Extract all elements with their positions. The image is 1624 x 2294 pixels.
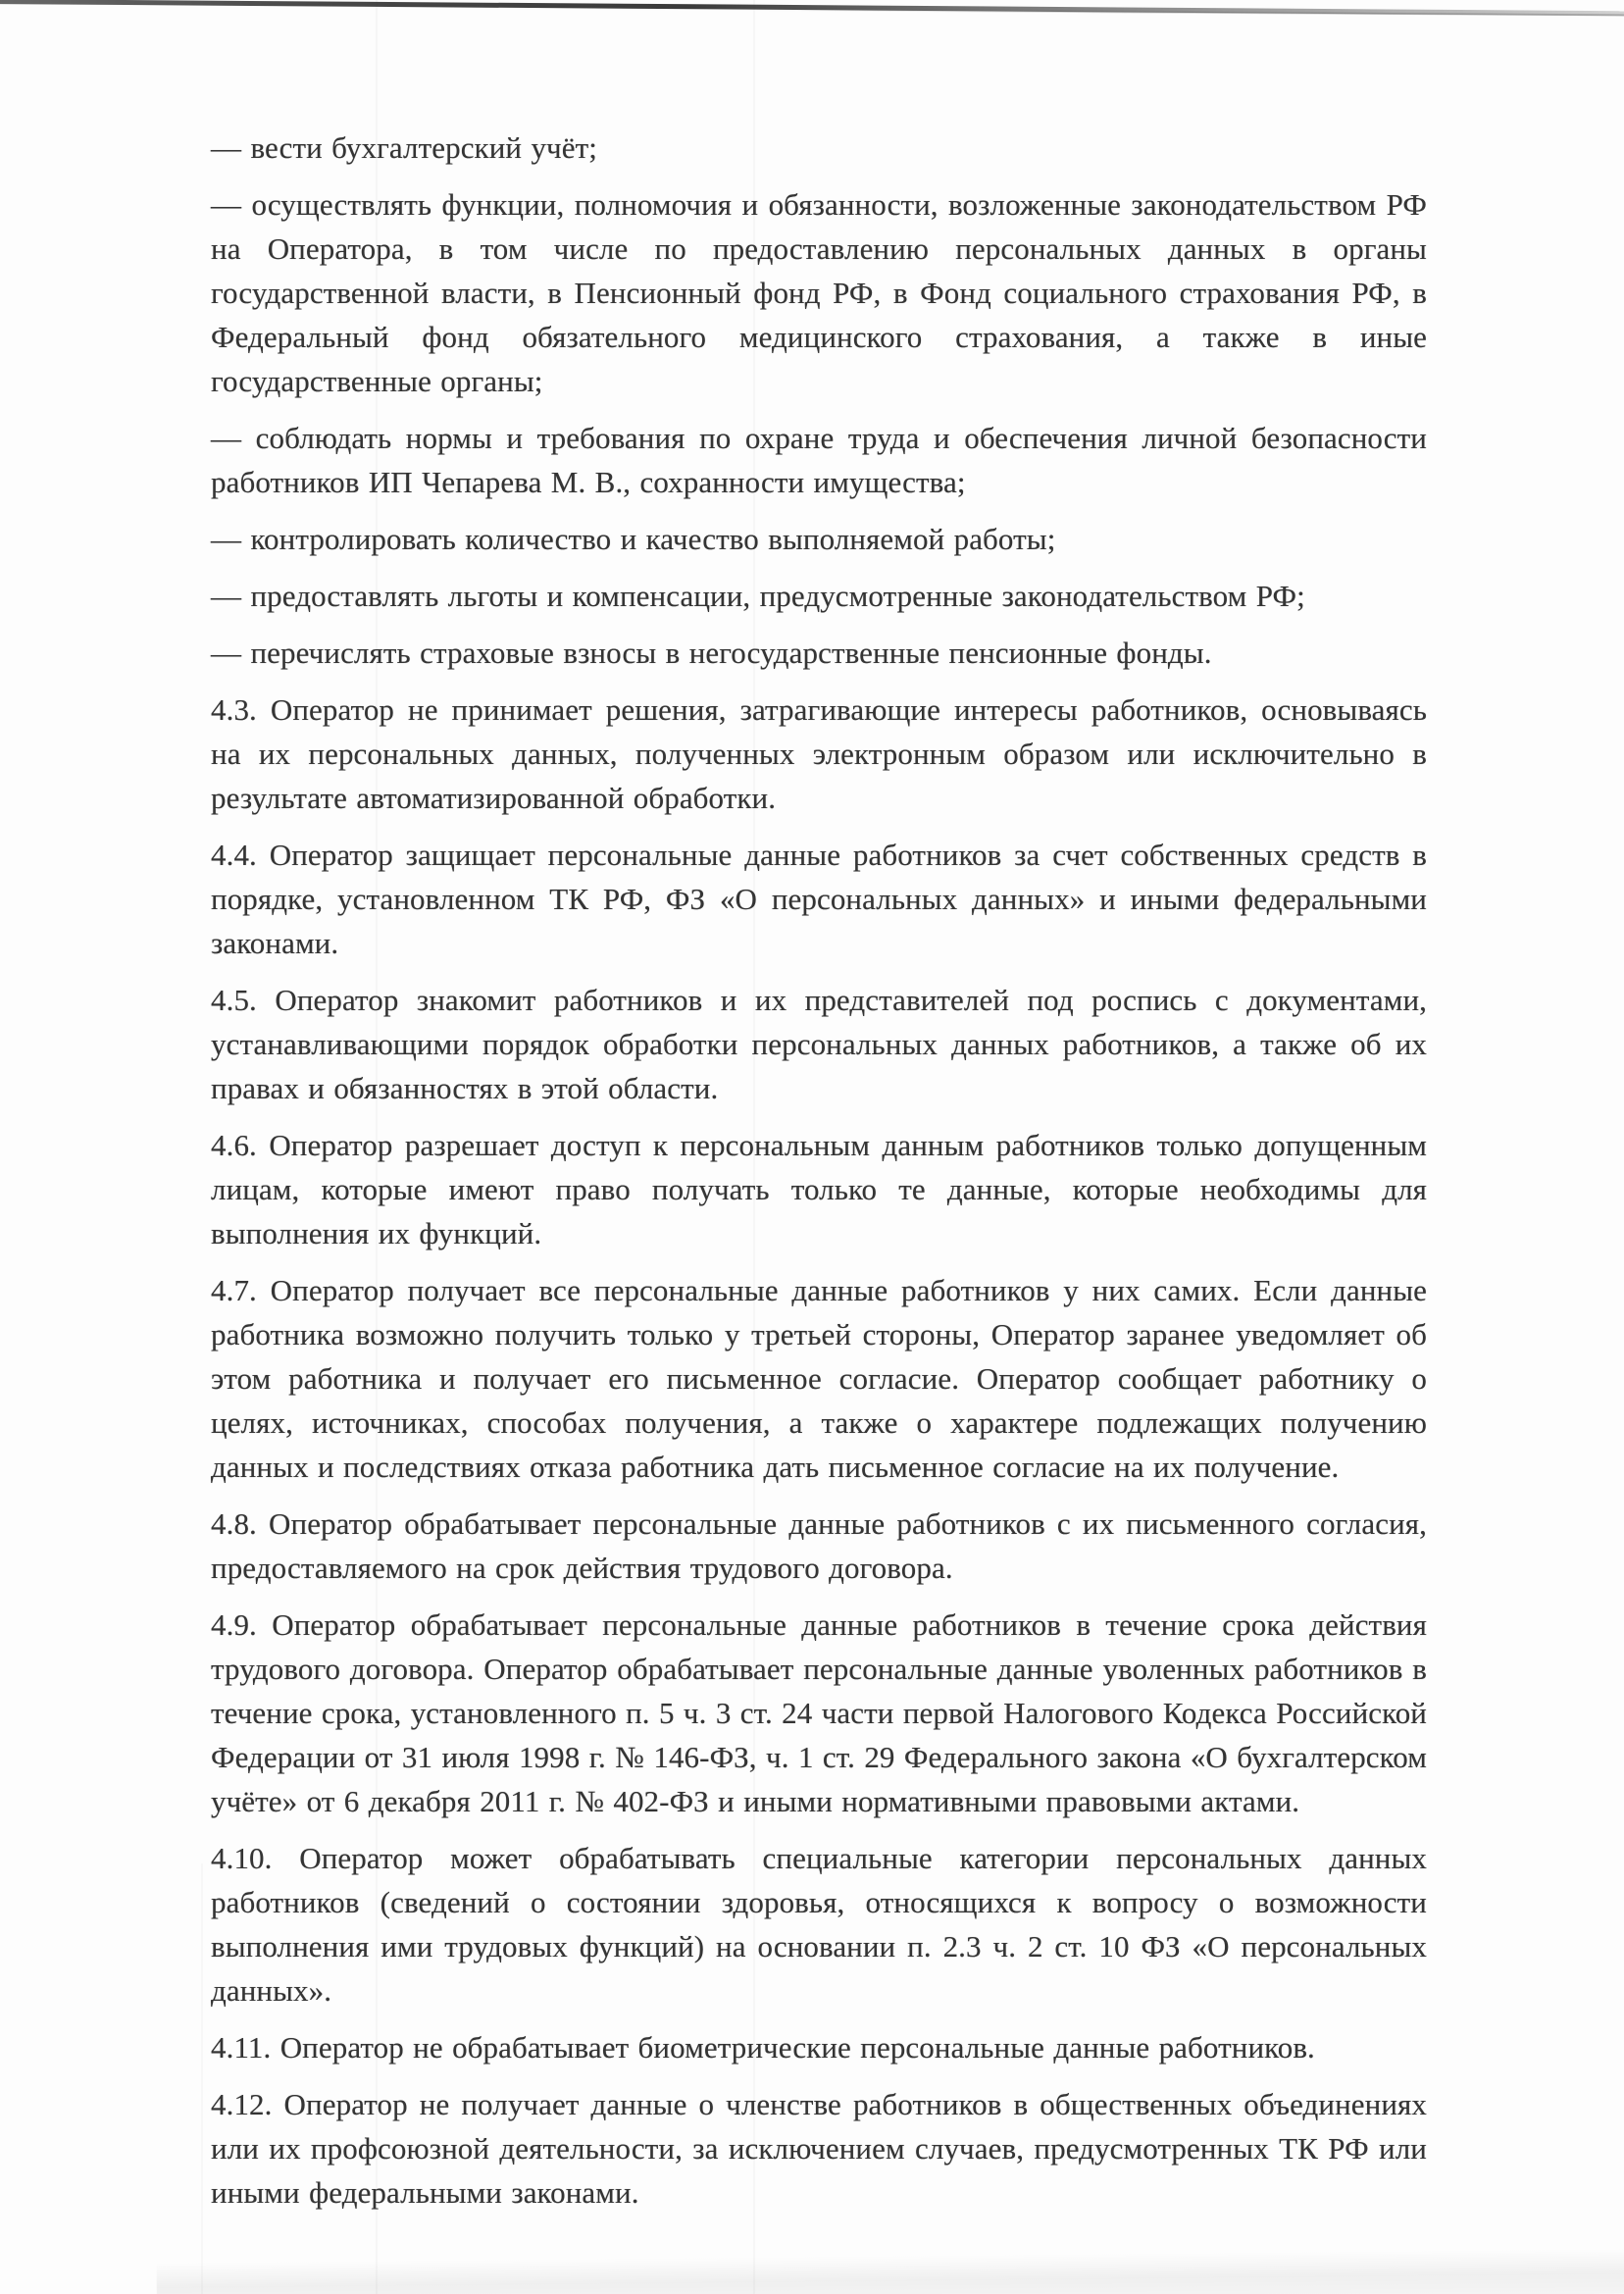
list-item-labor-safety: — соблюдать нормы и требования по охране труда и обеспечения личной безопасности работников ИП Чепарева М. В., сохранности имущества; bbox=[211, 421, 1427, 499]
section-4-10: 4.10. Оператор может обрабатывать специальные категории персональных данных работников (сведений о состоянии здоровья, относящихся к вопросу о возможности выполнения ими трудовых функций) на основании п. 2.3 ч. 2 ст. 10 ФЗ «О персональных данных». bbox=[211, 1841, 1427, 2008]
section-4-12: 4.12. Оператор не получает данные о членстве работников в общественных объединениях или их профсоюзной деятельности, за исключением случаев, предусмотренных ТК РФ или иными федеральными законами. bbox=[211, 2087, 1427, 2210]
list-item-benefits: — предоставлять льготы и компенсации, предусмотренные законодательством РФ; bbox=[211, 579, 1305, 613]
list-item-functions: — осуществлять функции, полномочия и обязанности, возложенные законодательством РФ на Оператора, в том числе по предоставлению персональных данных в органы государственной власти, в Пенсионный фонд РФ, в Фонд социального страхования РФ, в Федеральный фонд обязательного медицинского страхования, а также в иные государственные органы; bbox=[211, 187, 1427, 398]
list-item-accounting: — вести бухгалтерский учёт; bbox=[211, 130, 597, 165]
section-4-9: 4.9. Оператор обрабатывает персональные данные работников в течение срока действия трудового договора. Оператор обрабатывает персональные данные уволенных работников в течение срока, установленного п. 5 ч. 3 ст. 24 части первой Налогового Кодекса Российской Федерации от 31 июля 1998 г. № 146-ФЗ, ч. 1 ст. 29 Федерального закона «О бухгалтерском учёте» от 6 декабря 2011 г. № 402-ФЗ и иными нормативными правовыми актами. bbox=[211, 1607, 1427, 1818]
document-text-block bbox=[211, 126, 1427, 2227]
section-4-8: 4.8. Оператор обрабатывает персональные данные работников с их письменного согласия, предоставляемого на срок действия трудового договора. bbox=[211, 1506, 1427, 1585]
section-4-4: 4.4. Оператор защищает персональные данные работников за счет собственных средств в порядке, установленном ТК РФ, ФЗ «О персональных данных» и иными федеральными законами. bbox=[211, 838, 1427, 960]
section-4-7: 4.7. Оператор получает все персональные данные работников у них самих. Если данные работника возможно получить только у третьей стороны, Оператор заранее уведомляет об этом работника и получает его письменное согласие. Оператор сообщает работнику о целях, источниках, способах получения, а также о характере подлежащих получению данных и последствиях отказа работника дать письменное согласие на их получение. bbox=[211, 1273, 1427, 1484]
scan-fold-line bbox=[201, 1863, 203, 2294]
list-item-work-control: — контролировать количество и качество выполняемой работы; bbox=[211, 522, 1056, 556]
section-4-6: 4.6. Оператор разрешает доступ к персональным данным работников только допущенным лицам, которые имеют право получать только те данные, которые необходимы для выполнения их функций. bbox=[211, 1128, 1427, 1250]
section-4-3: 4.3. Оператор не принимает решения, затрагивающие интересы работников, основываясь на их персональных данных, полученных электронным образом или исключительно в результате автоматизированной обработки. bbox=[211, 692, 1427, 815]
section-4-11: 4.11. Оператор не обрабатывает биометрические персональные данные работников. bbox=[211, 2030, 1315, 2065]
list-item-pension-contributions: — перечислять страховые взносы в негосударственные пенсионные фонды. bbox=[211, 636, 1212, 670]
section-4-5: 4.5. Оператор знакомит работников и их представителей под роспись с документами, устанавливающими порядок обработки персональных данных работников, а также об их правах и обязанностях в этой области. bbox=[211, 983, 1427, 1105]
